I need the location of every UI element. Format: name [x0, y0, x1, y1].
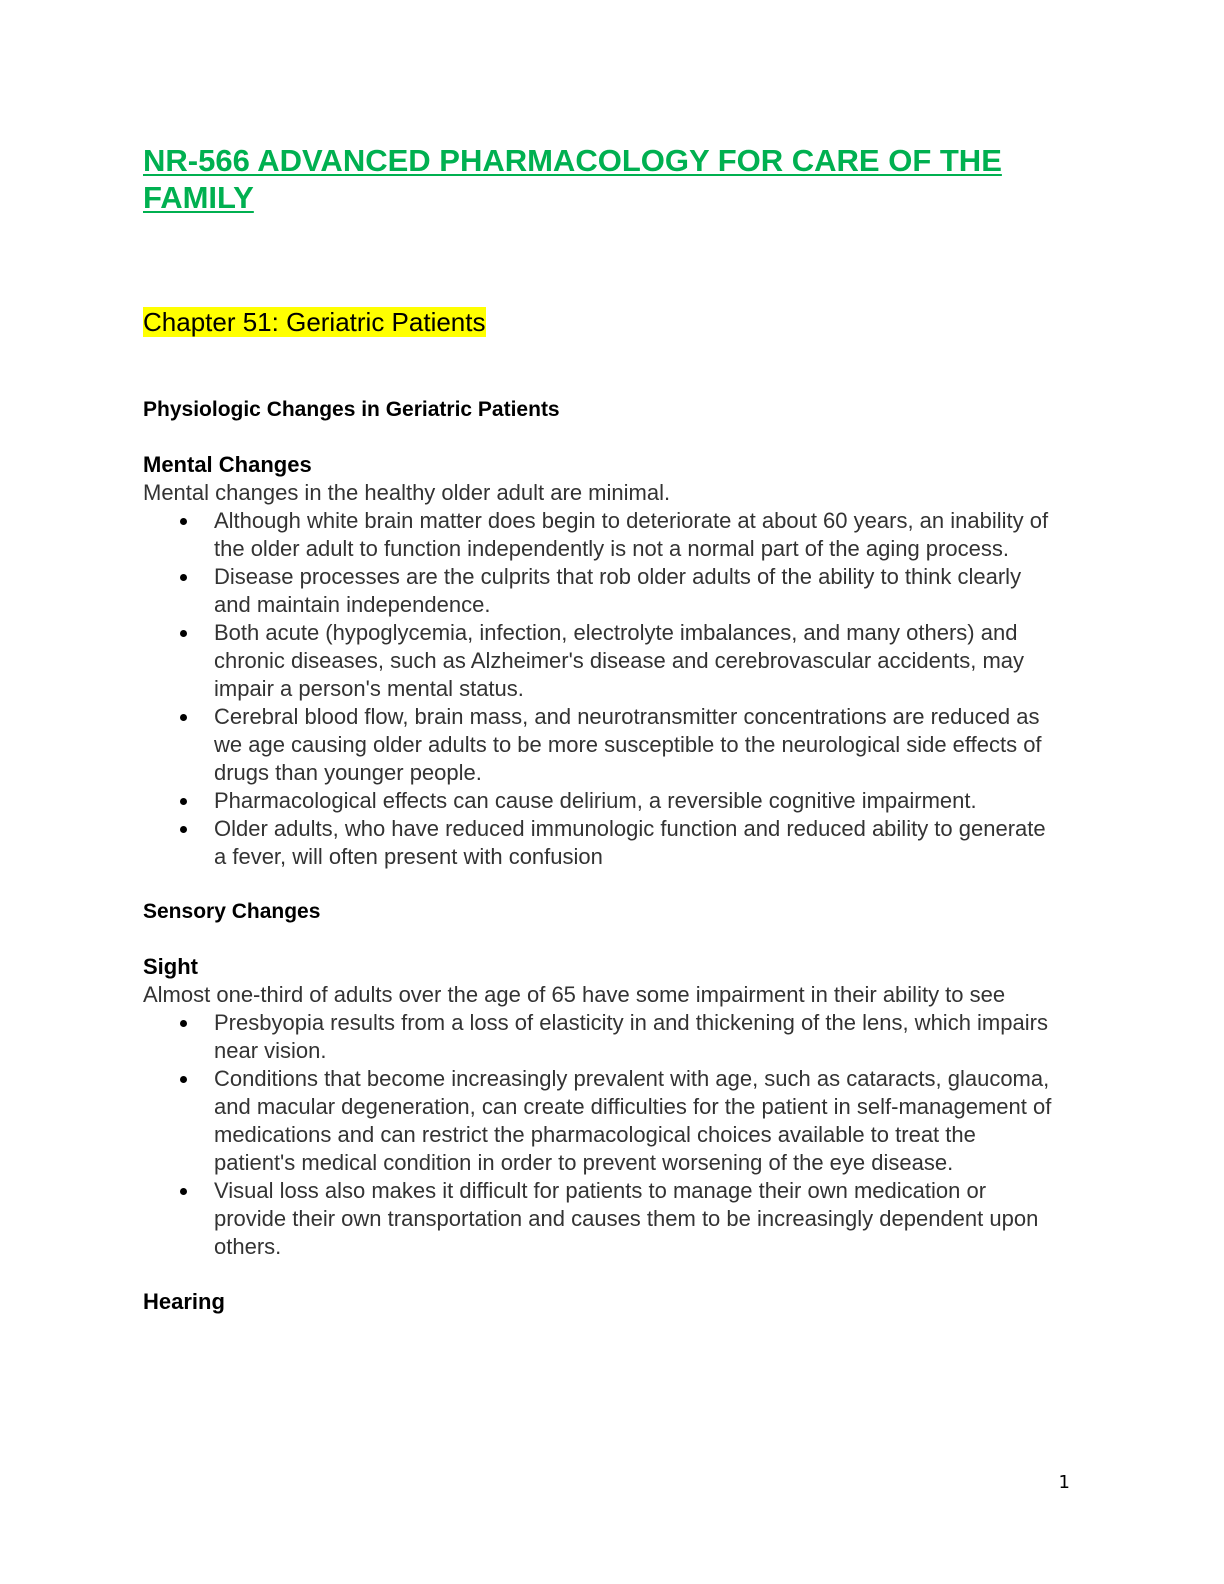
bullet-icon [180, 714, 187, 721]
list-item-text: Visual loss also makes it difficult for patients to manage their own medication or provide their own transportation and causes them to be increasingly dependent upon others. [214, 1178, 1039, 1259]
list-item-text: Pharmacological effects can cause delirium, a reversible cognitive impairment. [214, 788, 977, 813]
list-item-text: Disease processes are the culprits that rob older adults of the ability to think clearly and maintain independence. [214, 564, 1022, 617]
list-item-text: Both acute (hypoglycemia, infection, electrolyte imbalances, and many others) and chronic diseases, such as Alzheimer's disease and cerebrovascular accidents, may impair a person's mental status. [214, 620, 1025, 701]
list-item-text: Conditions that become increasingly prevalent with age, such as cataracts, glaucoma, and macular degeneration, can create difficulties for the patient in self-management of medications and can restrict the pharmacological choices available to treat the patient's medical condition in order to prevent worsening of the eye disease. [214, 1066, 1052, 1175]
list-item [214, 563, 1063, 619]
bullet-icon [180, 798, 187, 805]
sight-list [143, 1009, 1063, 1261]
list-item [214, 619, 1063, 703]
list-item [214, 815, 1063, 871]
mental-changes-intro: Mental changes in the healthy older adult are minimal. [143, 480, 671, 505]
sensory-changes-heading: Sensory Changes [143, 900, 321, 923]
chapter-heading: Chapter 51: Geriatric Patients [143, 307, 486, 337]
hearing-heading: Hearing [143, 1289, 225, 1314]
sight-intro: Almost one-third of adults over the age of 65 have some impairment in their ability to see [143, 982, 1006, 1007]
mental-changes-list [143, 507, 1063, 871]
bullet-icon [180, 1188, 187, 1195]
bullet-icon [180, 1076, 187, 1083]
list-item-text: Although white brain matter does begin to deteriorate at about 60 years, an inability of the older adult to function independently is not a normal part of the aging process. [214, 508, 1049, 561]
bullet-icon [180, 826, 187, 833]
sight-heading: Sight [143, 954, 198, 979]
chapter-heading-wrap [143, 307, 1063, 345]
list-item [214, 1009, 1063, 1065]
list-item [214, 787, 1063, 815]
list-item-text: Older adults, who have reduced immunologic function and reduced ability to generate a fever, will often present with confusion [214, 816, 1046, 869]
list-item-text: Presbyopia results from a loss of elasticity in and thickening of the lens, which impairs near vision. [214, 1010, 1048, 1063]
list-item [214, 507, 1063, 563]
bullet-icon [180, 574, 187, 581]
bullet-icon [180, 630, 187, 637]
bullet-icon [180, 1020, 187, 1027]
page-number: 1 [1058, 1472, 1070, 1493]
mental-changes-heading: Mental Changes [143, 452, 312, 477]
list-item [214, 1065, 1063, 1177]
section-heading: Physiologic Changes in Geriatric Patients [143, 398, 560, 421]
document-title: NR-566 ADVANCED PHARMACOLOGY FOR CARE OF THE FAMILY [143, 143, 1002, 215]
list-item-text: Cerebral blood flow, brain mass, and neurotransmitter concentrations are reduced as we age causing older adults to be more susceptible to the neurological side effects of drugs than younger people. [214, 704, 1042, 785]
page-content [143, 142, 1063, 1316]
list-item [214, 703, 1063, 787]
bullet-icon [180, 518, 187, 525]
list-item [214, 1177, 1063, 1261]
